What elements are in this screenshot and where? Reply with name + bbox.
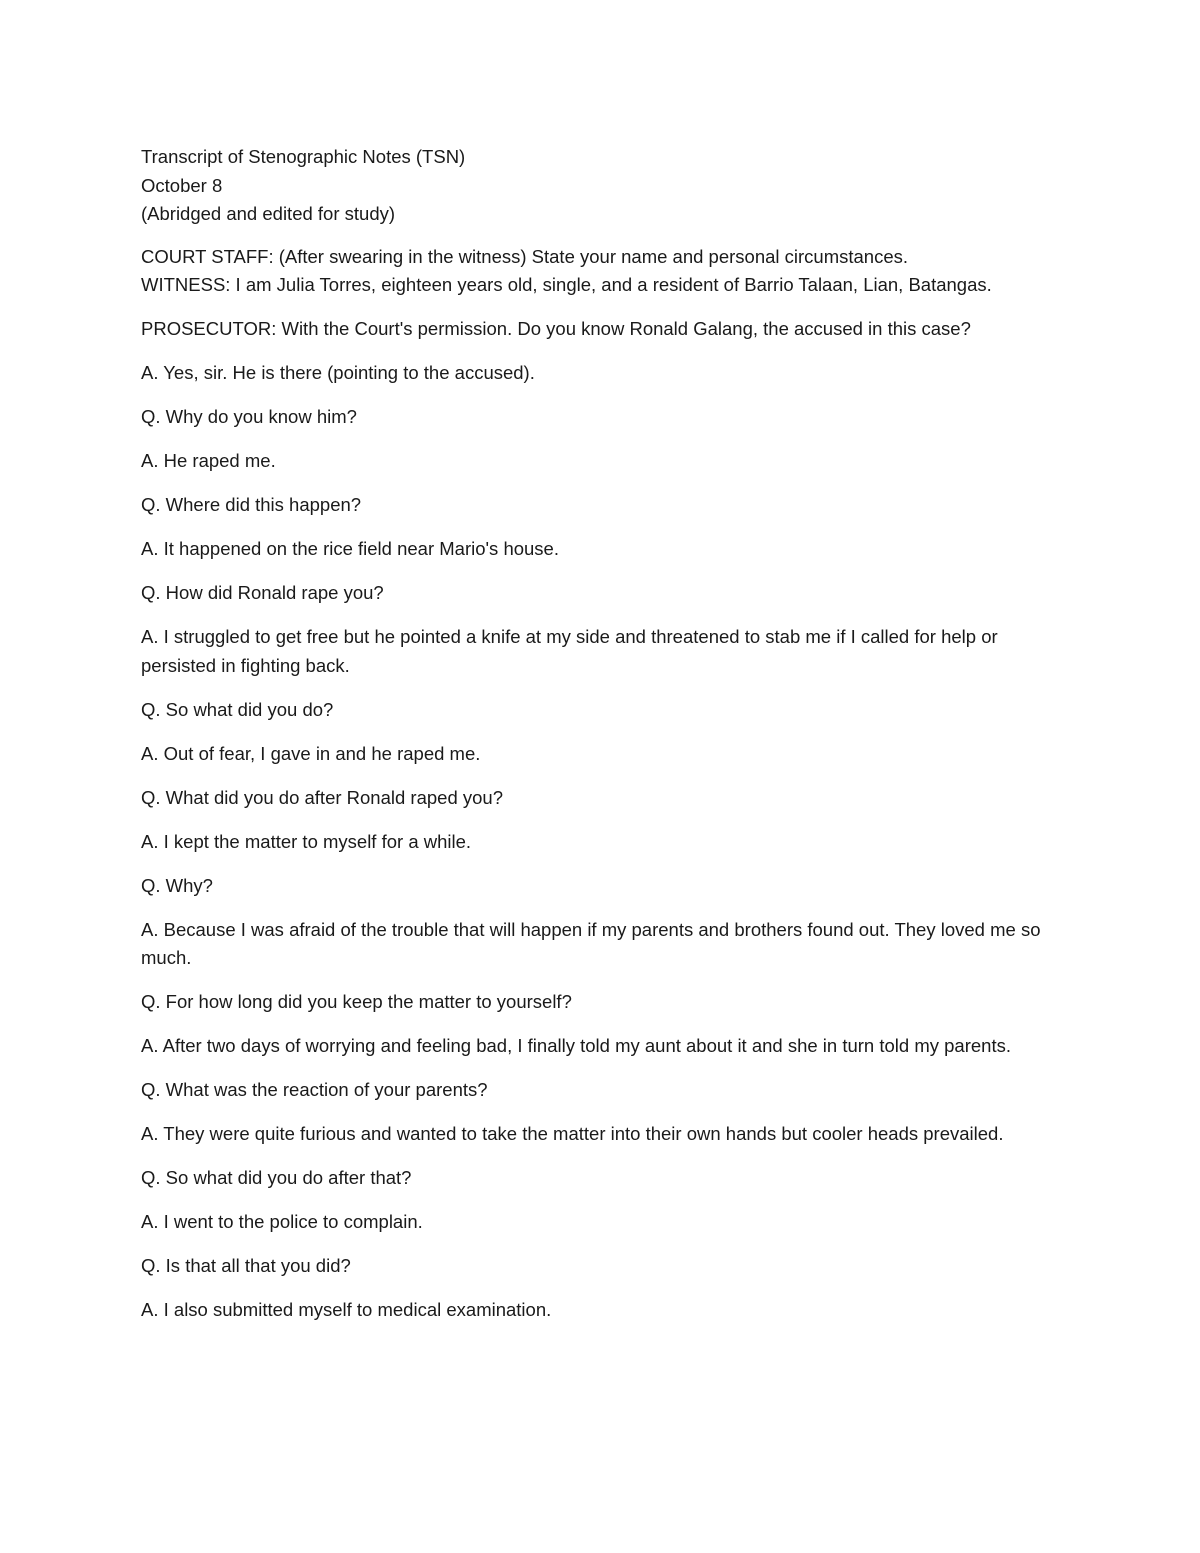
question-line: Q. Why do you know him? [141, 406, 357, 427]
answer-line: A. Because I was afraid of the trouble that will happen if my parents and brothers found out. They loved me so much. [141, 918, 1041, 968]
document-page [141, 143, 1061, 1340]
document-header [141, 143, 1061, 229]
question-line: Q. What did you do after Ronald raped you? [141, 786, 503, 808]
prosecutor-line: PROSECUTOR: With the Court's permission. Do you know Ronald Galang, the accused in this case? [141, 318, 971, 339]
answer-line: A. They were quite furious and wanted to take the matter into their own hands but cooler heads prevailed. [141, 1123, 1004, 1144]
answer-line: A. I kept the matter to myself for a while. [141, 830, 472, 852]
question-line: Q. For how long did you keep the matter to yourself? [141, 991, 572, 1012]
document-title: Transcript of Stenographic Notes (TSN) [141, 146, 466, 167]
question-line: Q. Why? [141, 874, 213, 896]
answer-line: A. He raped me. [141, 450, 276, 471]
answer-line: A. Yes, sir. He is there (pointing to the accused). [141, 362, 535, 383]
answer-line: A. Out of fear, I gave in and he raped me. [141, 742, 481, 764]
question-line: Q. How did Ronald rape you? [141, 582, 384, 603]
witness-line: WITNESS: I am Julia Torres, eighteen years old, single, and a resident of Barrio Talaan, Lian, Batangas. [141, 274, 992, 295]
document-date: October 8 [141, 174, 223, 196]
answer-line: A. I went to the police to complain. [141, 1211, 423, 1232]
document-note: (Abridged and edited for study) [141, 203, 396, 224]
answer-line: A. It happened on the rice field near Mario's house. [141, 538, 559, 559]
court-staff-line: COURT STAFF: (After swearing in the witness) State your name and personal circumstances. [141, 245, 909, 267]
answer-line: A. I also submitted myself to medical examination. [141, 1299, 552, 1320]
answer-line: A. I struggled to get free but he pointed a knife at my side and threatened to stab me if I called for help or persisted in fighting back. [141, 626, 998, 676]
question-line: Q. So what did you do after that? [141, 1167, 412, 1188]
question-line: Q. What was the reaction of your parents? [141, 1079, 488, 1100]
question-line: Q. So what did you do? [141, 698, 334, 720]
question-line: Q. Where did this happen? [141, 494, 362, 515]
question-line: Q. Is that all that you did? [141, 1255, 351, 1276]
answer-line: A. After two days of worrying and feeling bad, I finally told my aunt about it and she in turn told my parents. [141, 1035, 1011, 1056]
